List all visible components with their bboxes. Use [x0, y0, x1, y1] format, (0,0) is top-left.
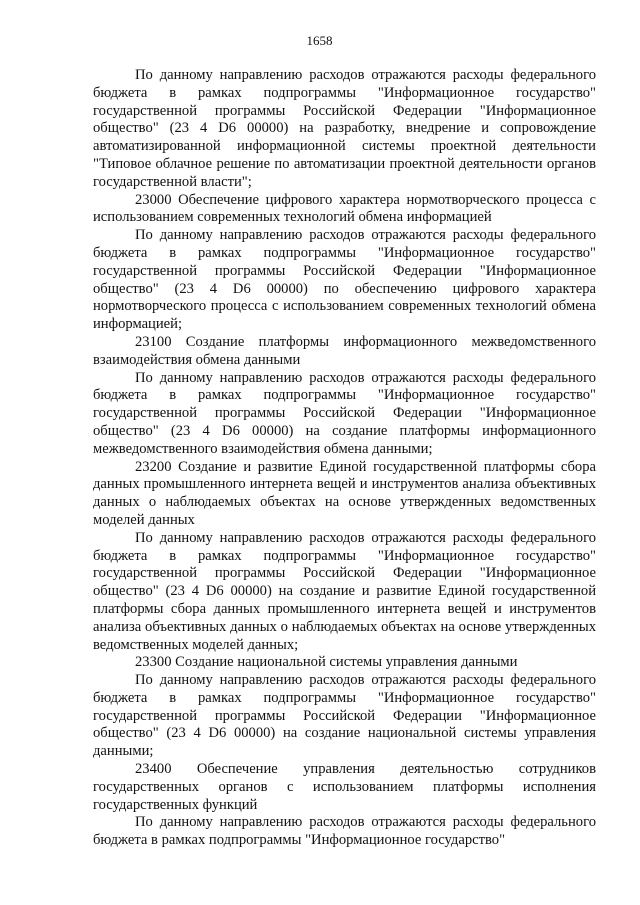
- paragraph-4: По данному направлению расходов отражаются расходы федерального бюджета в рамках подпрограммы "Информационное государство" государственной программы Российской Федерации "Информационное общество" (23 4 D6 00000) на создание и развитие Единой государственной платформы сбора данных промышленного интернета вещей и инструментов анализа объективных данных о наблюдаемых объектах на основе утвержденных ведомственных моделей данных;: [93, 529, 596, 653]
- document-body: [93, 67, 596, 850]
- section-heading-23200: 23200 Создание и развитие Единой государственной платформы сбора данных промышленного интернета вещей и инструментов анализа объективных данных о наблюдаемых объектах на основе утвержденных ведомственных моделей данных: [93, 458, 596, 528]
- paragraph-5: По данному направлению расходов отражаются расходы федерального бюджета в рамках подпрограммы "Информационное государство" государственной программы Российской Федерации "Информационное общество" (23 4 D6 00000) на создание национальной системы управления данными;: [93, 672, 596, 760]
- paragraph-1: По данному направлению расходов отражаются расходы федерального бюджета в рамках подпрограммы "Информационное государство" государственной программы Российской Федерации "Информационное общество" (23 4 D6 00000) на разработку, внедрение и сопровождение автоматизированной информационной системы проектной деятельности "Типовое облачное решение по автоматизации проектной деятельности органов государственной власти";: [93, 67, 596, 190]
- section-heading-23300: 23300 Создание национальной системы управления данными: [135, 654, 518, 671]
- paragraph-6: По данному направлению расходов отражаются расходы федерального бюджета в рамках подпрограммы "Информационное государство": [93, 814, 596, 849]
- paragraph-3: По данному направлению расходов отражаются расходы федерального бюджета в рамках подпрограммы "Информационное государство" государственной программы Российской Федерации "Информационное общество" (23 4 D6 00000) на создание платформы информационного межведомственного взаимодействия обмена данными;: [93, 369, 596, 457]
- page-number: 1658: [306, 33, 333, 48]
- paragraph-2: По данному направлению расходов отражаются расходы федерального бюджета в рамках подпрограммы "Информационное государство" государственной программы Российской Федерации "Информационное общество" (23 4 D6 00000) по обеспечению цифрового характера нормотворческого процесса с использованием современных технологий обмена информацией;: [93, 227, 596, 333]
- section-heading-23000: 23000 Обеспечение цифрового характера нормотворческого процесса с использованием современных технологий обмена информацией: [93, 191, 596, 226]
- section-heading-23400: 23400 Обеспечение управления деятельностью сотрудников государственных органов с использованием платформы исполнения государственных функций: [93, 761, 596, 813]
- section-heading-23100: 23100 Создание платформы информационного межведомственного взаимодействия обмена данными: [93, 333, 596, 368]
